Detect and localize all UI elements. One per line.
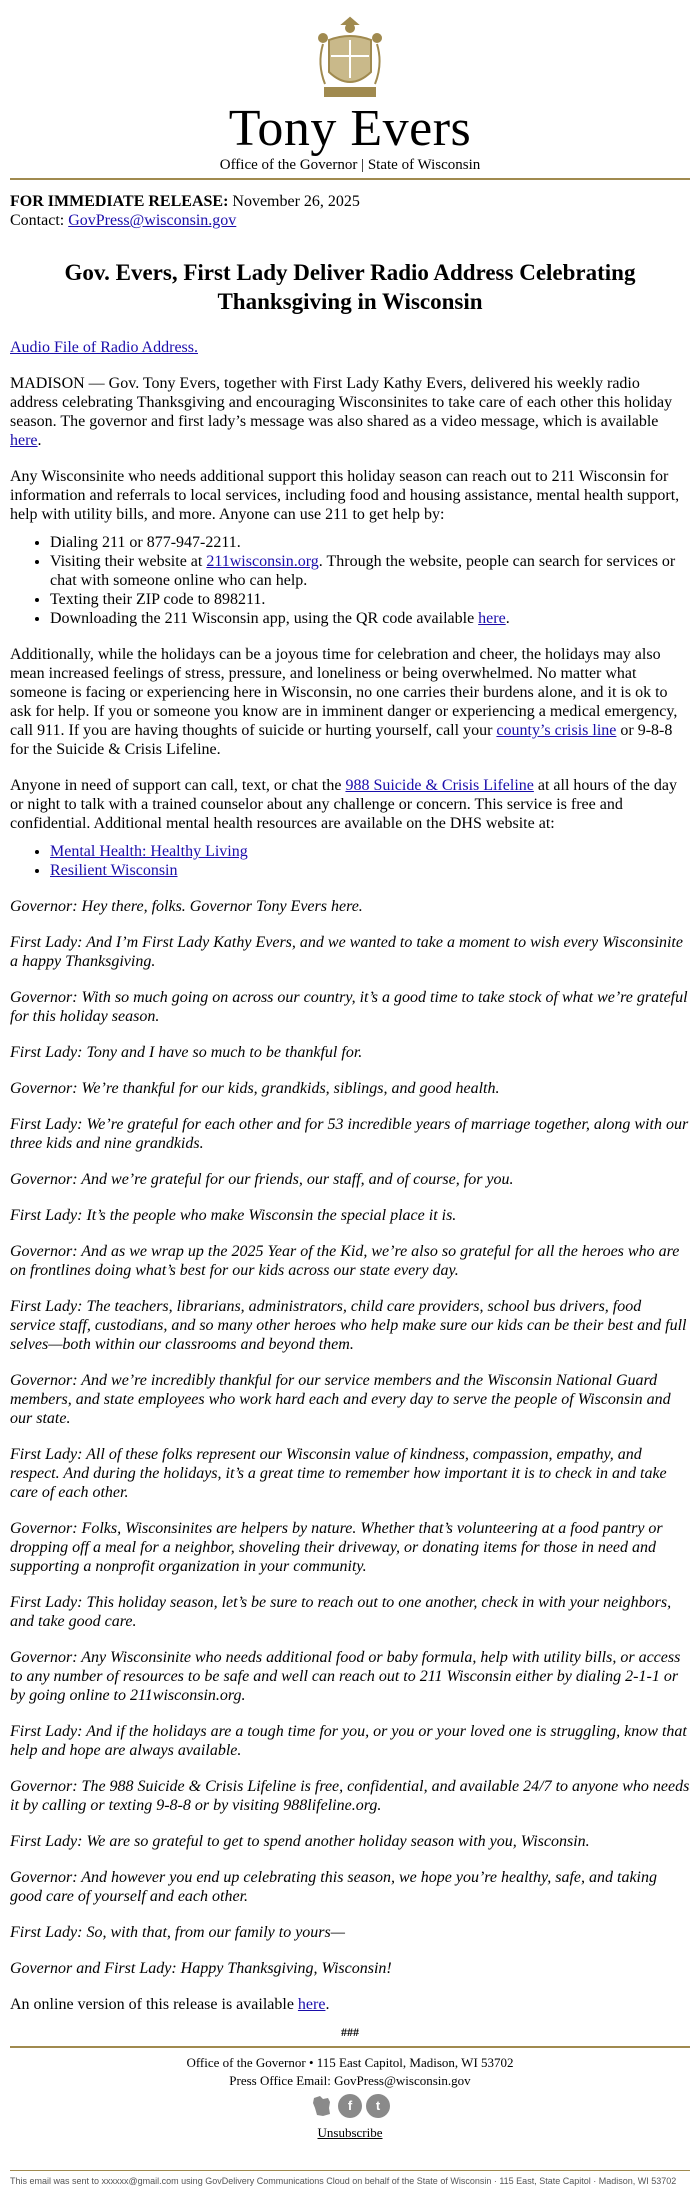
- paragraph-holiday-stress: Additionally, while the holidays can be a joyous time for celebration and cheer, the holidays may also mean increased feelings of stress, pressure, and loneliness or being overwhelmed. No matter what someone is facing or experiencing here in Wisconsin, no one carries their burdens alone, and it is ok to ask for help. If you or someone you know are in imminent danger or experiencing a medical emergency, call 911. If you are having thoughts of suicide or hurting yourself, call your county’s crisis line or 9-8-8 for the Suicide & Crisis Lifeline.: [10, 646, 678, 758]
- transcript-line: Governor and First Lady: Happy Thanksgiving, Wisconsin!: [10, 1960, 392, 1977]
- online-version-line: An online version of this release is available here.: [10, 1996, 330, 2013]
- county-crisis-line-link[interactable]: county’s crisis line: [496, 722, 617, 739]
- contact-line: [10, 211, 690, 230]
- governor-name-logo: Tony Evers: [228, 100, 472, 157]
- 211wisconsin-link[interactable]: 211wisconsin.org: [206, 553, 319, 570]
- end-mark: ###: [341, 2025, 359, 2039]
- transcript-line: Governor: We’re thankful for our kids, grandkids, siblings, and good health.: [10, 1080, 500, 1097]
- transcript-line: Governor: Folks, Wisconsinites are helpers by nature. Whether that’s volunteering at a food pantry or dropping off a meal for a neighbor, shoveling their driveway, or donating items for those in need and supporting a nonprofit organization in your community.: [10, 1520, 663, 1575]
- transcript-line: Governor: And however you end up celebrating this season, we hope you’re healthy, safe, and taking good care of yourself and each other.: [10, 1869, 657, 1905]
- release-body: [0, 338, 700, 2014]
- social-links: [0, 2094, 700, 2118]
- email-header: [0, 0, 700, 174]
- online-version-link[interactable]: here: [297, 1996, 326, 2013]
- transcript-line: First Lady: So, with that, from our family to yours—: [10, 1924, 345, 1941]
- transcript-line: Governor: Hey there, folks. Governor Tony Evers here.: [10, 898, 363, 915]
- 988-lifeline-link[interactable]: 988 Suicide & Crisis Lifeline: [345, 777, 534, 794]
- wisconsin-icon[interactable]: [310, 2094, 334, 2118]
- list-item: • Visiting their website at 211wisconsin.org. Through the website, people can search for services or chat with someone online who can help.: [50, 552, 690, 590]
- facebook-icon[interactable]: f: [338, 2094, 362, 2118]
- list-item: • Downloading the 211 Wisconsin app, using the QR code available here.: [50, 609, 690, 628]
- transcript-line: First Lady: This holiday season, let’s be sure to reach out to one another, check in with your neighbors, and take good care.: [10, 1594, 672, 1630]
- transcript-line: Governor: With so much going on across our country, it’s a good time to take stock of what we’re grateful for this holiday season.: [10, 989, 688, 1025]
- list-dhs-resources: [10, 842, 690, 880]
- qr-code-link[interactable]: here: [478, 610, 506, 627]
- fineprint: This email was sent to xxxxxx@gmail.com using GovDelivery Communications Cloud on behalf of the State of Wisconsin · 115 East, State Capitol · Madison, WI 53702: [10, 2176, 677, 2186]
- release-label: FOR IMMEDIATE RELEASE:: [10, 193, 229, 210]
- video-link[interactable]: here: [10, 432, 38, 449]
- transcript-line: First Lady: We are so grateful to get to spend another holiday season with you, Wisconsin.: [10, 1833, 590, 1850]
- paragraph-988: Anyone in need of support can call, text, or chat the 988 Suicide & Crisis Lifeline at all hours of the day or night to talk with a trained counselor about any challenge or concern. This service is free and confidential. Additional mental health resources are available on the DHS website at:: [10, 777, 677, 832]
- audio-file-link[interactable]: Audio File of Radio Address.: [10, 339, 198, 356]
- list-211-options: [10, 533, 690, 628]
- transcript-line: First Lady: Tony and I have so much to be thankful for.: [10, 1044, 363, 1061]
- list-item: [50, 842, 690, 861]
- unsubscribe-link[interactable]: Unsubscribe: [317, 2125, 383, 2140]
- list-item: • Texting their ZIP code to 898211.: [50, 590, 690, 609]
- twitter-icon[interactable]: t: [366, 2094, 390, 2118]
- footer-address: Office of the Governor • 115 East Capitol, Madison, WI 53702: [186, 2055, 514, 2070]
- release-date: November 26, 2025: [232, 193, 360, 210]
- transcript-line: First Lady: And if the holidays are a tough time for you, or you or your loved one is struggling, know that help and hope are always available.: [10, 1723, 687, 1759]
- transcript-line: Governor: The 988 Suicide & Crisis Lifeline is free, confidential, and available 24/7 to anyone who needs it by calling or texting 9-8-8 or by visiting 988lifeline.org.: [10, 1778, 690, 1814]
- transcript-line: First Lady: We’re grateful for each other and for 53 incredible years of marriage together, along with our three kids and nine grandkids.: [10, 1116, 689, 1152]
- release-info: [0, 180, 700, 230]
- transcript-line: First Lady: And I’m First Lady Kathy Evers, and we wanted to take a moment to wish every Wisconsinite a happy Thanksgiving.: [10, 934, 683, 970]
- footer-email: Press Office Email: GovPress@wisconsin.gov: [229, 2073, 471, 2088]
- office-line: Office of the Governor | State of Wisconsin: [219, 157, 481, 173]
- resilient-wisconsin-link[interactable]: Resilient Wisconsin: [50, 862, 178, 879]
- transcript-line: Governor: And as we wrap up the 2025 Year of the Kid, we’re also so grateful for all the heroes who are on frontlines doing what’s best for our kids across our state every day.: [10, 1243, 680, 1279]
- release-date-line: [10, 192, 690, 211]
- transcript-line: Governor: Any Wisconsinite who needs additional food or baby formula, help with utility bills, or access to any number of resources to be safe and well can reach out to 211 Wisconsin either by dialing 2-1-1 or by going online to 211wisconsin.org.: [10, 1649, 681, 1704]
- transcript-line: First Lady: It’s the people who make Wisconsin the special place it is.: [10, 1207, 457, 1224]
- transcript-line: First Lady: The teachers, librarians, administrators, child care providers, school bus drivers, food service staff, custodians, and so many other heroes who help make sure our kids can be their best and full selves—both within our classrooms and beyond them.: [10, 1298, 687, 1353]
- transcript-line: First Lady: All of these folks represent our Wisconsin value of kindness, compassion, empathy, and respect. And during the holidays, it’s a great time to remember how important it is to check in and take care of each other.: [10, 1446, 667, 1501]
- paragraph-211: Any Wisconsinite who needs additional support this holiday season can reach out to 211 Wisconsin for information and referrals to local services, including food and housing assistance, mental health support, help with utility bills, and more. Anyone can use 211 to get help by:: [10, 468, 680, 523]
- transcript-line: Governor: And we’re incredibly thankful for our service members and the Wisconsin National Guard members, and state employees who work hard each and every day to serve the people of Wisconsin and our state.: [10, 1372, 671, 1427]
- contact-label: Contact:: [10, 212, 65, 229]
- wisconsin-shape-icon: [311, 2094, 333, 2118]
- email-footer: [0, 2048, 700, 2142]
- wisconsin-seal-icon: [315, 14, 385, 100]
- list-item: • Dialing 211 or 877-947-2211.: [50, 533, 690, 552]
- list-item: [50, 861, 690, 880]
- transcript-line: Governor: And we’re grateful for our friends, our staff, and of course, for you.: [10, 1171, 514, 1188]
- mental-health-link[interactable]: Mental Health: Healthy Living: [50, 843, 248, 860]
- paragraph-intro: MADISON — Gov. Tony Evers, together with First Lady Kathy Evers, delivered his weekly radio address celebrating Thanksgiving and encouraging Wisconsinites to take care of each other this holiday season. The governor and first lady’s message was also shared as a video message, which is available here.: [10, 375, 673, 449]
- headline: Gov. Evers, First Lady Deliver Radio Address Celebrating Thanksgiving in Wisconsin: [64, 260, 636, 314]
- contact-email-link[interactable]: GovPress@wisconsin.gov: [68, 212, 237, 229]
